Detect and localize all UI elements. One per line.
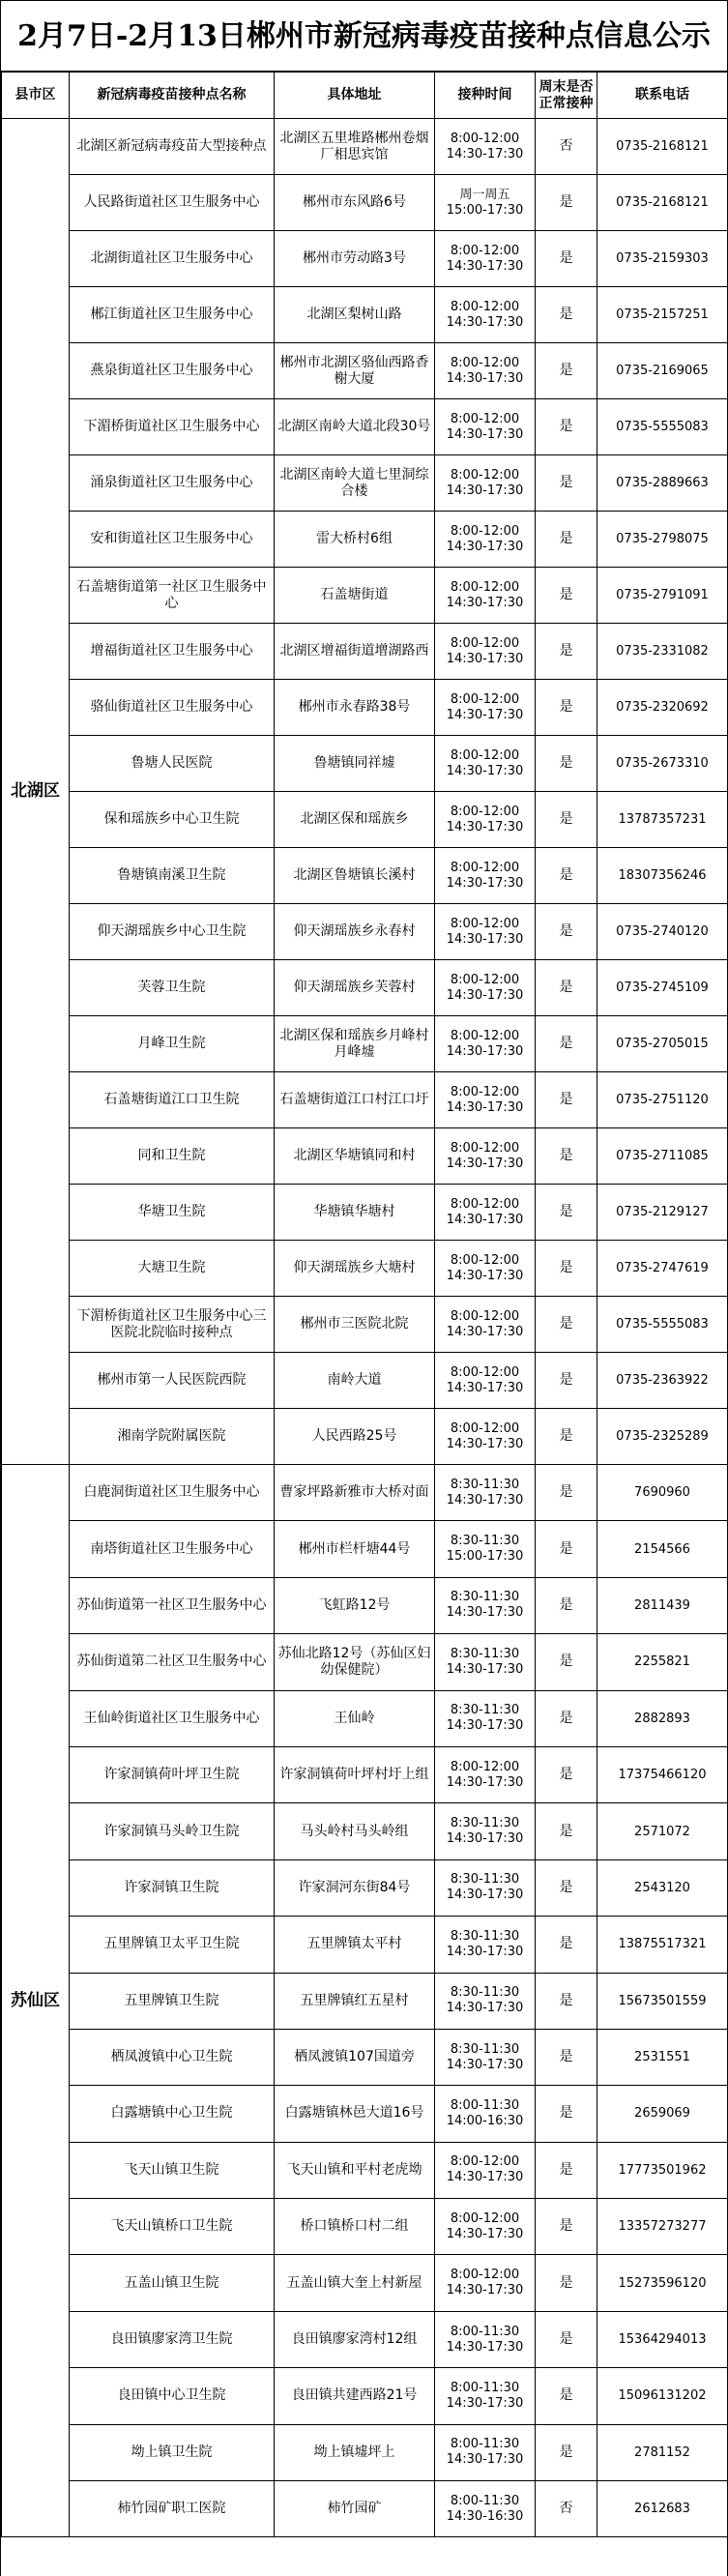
- time-cell: 8:30-11:30 14:30-17:30: [435, 1917, 536, 1973]
- site-name-cell: 安和街道社区卫生服务中心: [70, 512, 275, 568]
- address-cell: 郴州市栏杆塘44号: [275, 1521, 435, 1577]
- table-row: [2, 2424, 728, 2480]
- site-name-cell: 五盖山镇卫生院: [70, 2255, 275, 2311]
- time-cell: 8:00-12:00 14:30-17:30: [435, 1072, 536, 1128]
- weekend-cell: 是: [536, 1634, 597, 1690]
- table-row: [2, 1409, 728, 1465]
- time-cell: 8:30-11:30 14:30-17:30: [435, 1859, 536, 1916]
- table-row: [2, 1465, 728, 1521]
- site-name-cell: 飞天山镇卫生院: [70, 2142, 275, 2198]
- site-name-cell: 同和卫生院: [70, 1128, 275, 1185]
- site-name-cell: 骆仙街道社区卫生服务中心: [70, 680, 275, 736]
- address-cell: 白露塘镇林邑大道16号: [275, 2086, 435, 2142]
- weekend-cell: 是: [536, 1690, 597, 1746]
- time-cell: 8:00-12:00 14:30-17:30: [435, 512, 536, 568]
- site-name-cell: 坳上镇卫生院: [70, 2424, 275, 2480]
- weekend-cell: 是: [536, 1241, 597, 1297]
- weekend-cell: 否: [536, 119, 597, 175]
- phone-cell: 13787357231: [597, 792, 728, 848]
- phone-cell: 15096131202: [597, 2368, 728, 2424]
- time-cell: 8:00-11:30 14:30-16:30: [435, 2481, 536, 2537]
- site-name-cell: 许家洞镇卫生院: [70, 1859, 275, 1916]
- site-name-cell: 鲁塘镇南溪卫生院: [70, 848, 275, 904]
- address-cell: 北湖区南岭大道北段30号: [275, 399, 435, 455]
- time-cell: 8:30-11:30 14:30-17:30: [435, 1634, 536, 1690]
- address-cell: 北湖区五里堆路郴州卷烟厂相思宾馆: [275, 119, 435, 175]
- site-name-cell: 苏仙街道第一社区卫生服务中心: [70, 1577, 275, 1633]
- address-cell: 石盖塘街道: [275, 568, 435, 624]
- phone-cell: 2781152: [597, 2424, 728, 2480]
- time-cell: 8:30-11:30 14:30-17:30: [435, 2029, 536, 2085]
- weekend-cell: 是: [536, 512, 597, 568]
- address-cell: 北湖区鲁塘镇长溪村: [275, 848, 435, 904]
- district-cell: 苏仙区: [2, 1465, 70, 2537]
- weekend-cell: 是: [536, 960, 597, 1016]
- weekend-cell: 是: [536, 680, 597, 736]
- site-name-cell: 栖凤渡镇中心卫生院: [70, 2029, 275, 2085]
- phone-cell: 0735-2673310: [597, 736, 728, 792]
- table-row: [2, 1634, 728, 1690]
- address-cell: 飞天山镇和平村老虎坳: [275, 2142, 435, 2198]
- table-row: [2, 792, 728, 848]
- phone-cell: 0735-2745109: [597, 960, 728, 1016]
- weekend-cell: 是: [536, 2086, 597, 2142]
- weekend-cell: 是: [536, 2029, 597, 2085]
- site-name-cell: 郴州市第一人民医院西院: [70, 1353, 275, 1409]
- phone-cell: 0735-2705015: [597, 1016, 728, 1072]
- phone-cell: 15273596120: [597, 2255, 728, 2311]
- address-cell: 郴州市三医院北院: [275, 1297, 435, 1353]
- time-cell: 8:00-12:00 14:30-17:30: [435, 2142, 536, 2198]
- table-row: [2, 2368, 728, 2424]
- phone-cell: 17773501962: [597, 2142, 728, 2198]
- weekend-cell: 是: [536, 568, 597, 624]
- site-name-cell: 大塘卫生院: [70, 1241, 275, 1297]
- weekend-cell: 是: [536, 792, 597, 848]
- table-row: [2, 2029, 728, 2085]
- time-cell: 8:00-12:00 14:30-17:30: [435, 736, 536, 792]
- table-row: [2, 399, 728, 455]
- address-cell: 马头岭村马头岭组: [275, 1803, 435, 1859]
- phone-cell: 2531551: [597, 2029, 728, 2085]
- site-name-cell: 华塘卫生院: [70, 1185, 275, 1241]
- site-name-cell: 北湖区新冠病毒疫苗大型接种点: [70, 119, 275, 175]
- phone-cell: 0735-2168121: [597, 119, 728, 175]
- header-weekend: 周末是否正常接种: [536, 73, 597, 119]
- weekend-cell: 是: [536, 1016, 597, 1072]
- time-cell: 8:00-12:00 14:30-17:30: [435, 455, 536, 512]
- address-cell: 石盖塘街道江口村江口圩: [275, 1072, 435, 1128]
- table-row: [2, 287, 728, 343]
- phone-cell: 15364294013: [597, 2311, 728, 2367]
- address-cell: 雷大桥村6组: [275, 512, 435, 568]
- site-name-cell: 北湖街道社区卫生服务中心: [70, 231, 275, 287]
- address-cell: 郴州市东风路6号: [275, 175, 435, 231]
- weekend-cell: 是: [536, 848, 597, 904]
- site-name-cell: 南塔街道社区卫生服务中心: [70, 1521, 275, 1577]
- phone-cell: 15673501559: [597, 1973, 728, 2029]
- address-cell: 人民西路25号: [275, 1409, 435, 1465]
- site-name-cell: 仰天湖瑶族乡中心卫生院: [70, 904, 275, 960]
- phone-cell: 2811439: [597, 1577, 728, 1633]
- site-name-cell: 人民路街道社区卫生服务中心: [70, 175, 275, 231]
- time-cell: 8:30-11:30 14:30-17:30: [435, 1973, 536, 2029]
- site-name-cell: 许家洞镇荷叶坪卫生院: [70, 1746, 275, 1802]
- address-cell: 北湖区华塘镇同和村: [275, 1128, 435, 1185]
- address-cell: 许家洞镇荷叶坪村圩上组: [275, 1746, 435, 1802]
- weekend-cell: 是: [536, 287, 597, 343]
- time-cell: 8:00-12:00 14:30-17:30: [435, 960, 536, 1016]
- time-cell: 8:30-11:30 14:30-17:30: [435, 1803, 536, 1859]
- time-cell: 8:00-12:00 14:30-17:30: [435, 1128, 536, 1185]
- weekend-cell: 是: [536, 2368, 597, 2424]
- site-name-cell: 燕泉街道社区卫生服务中心: [70, 343, 275, 399]
- table-row: [2, 1185, 728, 1241]
- weekend-cell: 是: [536, 624, 597, 680]
- time-cell: 8:00-12:00 14:30-17:30: [435, 287, 536, 343]
- address-cell: 许家洞河东街84号: [275, 1859, 435, 1916]
- time-cell: 8:30-11:30 15:00-17:30: [435, 1521, 536, 1577]
- weekend-cell: 是: [536, 2255, 597, 2311]
- site-name-cell: 下湄桥街道社区卫生服务中心: [70, 399, 275, 455]
- site-name-cell: 月峰卫生院: [70, 1016, 275, 1072]
- table-row: [2, 455, 728, 512]
- weekend-cell: 是: [536, 343, 597, 399]
- site-name-cell: 苏仙街道第二社区卫生服务中心: [70, 1634, 275, 1690]
- site-name-cell: 湘南学院附属医院: [70, 1409, 275, 1465]
- address-cell: 桥口镇桥口村二组: [275, 2199, 435, 2255]
- phone-cell: 0735-2331082: [597, 624, 728, 680]
- weekend-cell: 是: [536, 231, 597, 287]
- address-cell: 北湖区保和瑶族乡月峰村月峰墟: [275, 1016, 435, 1072]
- table-row: [2, 1917, 728, 1973]
- phone-cell: 0735-2129127: [597, 1185, 728, 1241]
- time-cell: 8:00-11:30 14:00-16:30: [435, 2086, 536, 2142]
- table-row: [2, 1746, 728, 1802]
- table-row: [2, 1973, 728, 2029]
- address-cell: 北湖区南岭大道七里洞综合楼: [275, 455, 435, 512]
- time-cell: 8:00-11:30 14:30-17:30: [435, 2424, 536, 2480]
- phone-cell: 0735-2320692: [597, 680, 728, 736]
- phone-cell: 17375466120: [597, 1746, 728, 1802]
- address-cell: 飞虹路12号: [275, 1577, 435, 1633]
- address-cell: 王仙岭: [275, 1690, 435, 1746]
- weekend-cell: 是: [536, 1973, 597, 2029]
- phone-cell: 0735-2747619: [597, 1241, 728, 1297]
- table-row: [2, 2311, 728, 2367]
- site-name-cell: 石盖塘街道第一社区卫生服务中心: [70, 568, 275, 624]
- weekend-cell: 是: [536, 1803, 597, 1859]
- header-address: 具体地址: [275, 73, 435, 119]
- table-row: [2, 119, 728, 175]
- address-cell: 北湖区梨树山路: [275, 287, 435, 343]
- phone-cell: 0735-2159303: [597, 231, 728, 287]
- time-cell: 8:00-12:00 14:30-17:30: [435, 680, 536, 736]
- address-cell: 仰天湖瑶族乡大塘村: [275, 1241, 435, 1297]
- weekend-cell: 是: [536, 736, 597, 792]
- weekend-cell: 是: [536, 1917, 597, 1973]
- site-name-cell: 下湄桥街道社区卫生服务中心三医院北院临时接种点: [70, 1297, 275, 1353]
- weekend-cell: 是: [536, 455, 597, 512]
- site-name-cell: 柿竹园矿职工医院: [70, 2481, 275, 2537]
- address-cell: 五里牌镇太平村: [275, 1917, 435, 1973]
- weekend-cell: 是: [536, 1128, 597, 1185]
- table-row: [2, 1016, 728, 1072]
- address-cell: 鲁塘镇同祥墟: [275, 736, 435, 792]
- weekend-cell: 是: [536, 1297, 597, 1353]
- table-row: [2, 175, 728, 231]
- table-row: [2, 231, 728, 287]
- table-row: [2, 2142, 728, 2198]
- table-row: [2, 1128, 728, 1185]
- weekend-cell: 是: [536, 1072, 597, 1128]
- time-cell: 8:00-12:00 14:30-17:30: [435, 568, 536, 624]
- table-row: [2, 2199, 728, 2255]
- phone-cell: 2543120: [597, 1859, 728, 1916]
- site-name-cell: 增福街道社区卫生服务中心: [70, 624, 275, 680]
- site-name-cell: 王仙岭街道社区卫生服务中心: [70, 1690, 275, 1746]
- phone-cell: 2659069: [597, 2086, 728, 2142]
- address-cell: 曹家坪路新雅市大桥对面: [275, 1465, 435, 1521]
- table-row: [2, 960, 728, 1016]
- site-name-cell: 芙蓉卫生院: [70, 960, 275, 1016]
- time-cell: 8:30-11:30 14:30-17:30: [435, 1465, 536, 1521]
- page-title: 2月7日-2月13日郴州市新冠病毒疫苗接种点信息公示: [1, 0, 727, 72]
- vaccination-sites-table: [1, 72, 728, 2537]
- address-cell: 坳上镇墟坪上: [275, 2424, 435, 2480]
- address-cell: 良田镇共建西路21号: [275, 2368, 435, 2424]
- address-cell: 良田镇廖家湾村12组: [275, 2311, 435, 2367]
- time-cell: 8:00-12:00 14:30-17:30: [435, 1353, 536, 1409]
- table-row: [2, 568, 728, 624]
- table-row: [2, 512, 728, 568]
- address-cell: 郴州市北湖区骆仙西路香榭大厦: [275, 343, 435, 399]
- table-row: [2, 1803, 728, 1859]
- phone-cell: 2154566: [597, 1521, 728, 1577]
- phone-cell: 0735-2791091: [597, 568, 728, 624]
- site-name-cell: 飞天山镇桥口卫生院: [70, 2199, 275, 2255]
- phone-cell: 0735-2751120: [597, 1072, 728, 1128]
- phone-cell: 2255821: [597, 1634, 728, 1690]
- site-name-cell: 保和瑶族乡中心卫生院: [70, 792, 275, 848]
- site-name-cell: 白露塘镇中心卫生院: [70, 2086, 275, 2142]
- address-cell: 北湖区增福街道增湖路西: [275, 624, 435, 680]
- site-name-cell: 郴江街道社区卫生服务中心: [70, 287, 275, 343]
- time-cell: 8:00-12:00 14:30-17:30: [435, 119, 536, 175]
- site-name-cell: 良田镇廖家湾卫生院: [70, 2311, 275, 2367]
- table-row: [2, 1577, 728, 1633]
- site-name-cell: 石盖塘街道江口卫生院: [70, 1072, 275, 1128]
- weekend-cell: 是: [536, 2311, 597, 2367]
- phone-cell: 0735-2798075: [597, 512, 728, 568]
- phone-cell: 7690960: [597, 1465, 728, 1521]
- time-cell: 8:30-11:30 14:30-17:30: [435, 1690, 536, 1746]
- address-cell: 南岭大道: [275, 1353, 435, 1409]
- weekend-cell: 否: [536, 2481, 597, 2537]
- weekend-cell: 是: [536, 1465, 597, 1521]
- table-row: [2, 624, 728, 680]
- phone-cell: 0735-2740120: [597, 904, 728, 960]
- phone-cell: 0735-2325289: [597, 1409, 728, 1465]
- phone-cell: 2612683: [597, 2481, 728, 2537]
- header-district: 县市区: [2, 73, 70, 119]
- site-name-cell: 许家洞镇马头岭卫生院: [70, 1803, 275, 1859]
- table-row: [2, 2086, 728, 2142]
- header-time: 接种时间: [435, 73, 536, 119]
- phone-cell: 0735-2168121: [597, 175, 728, 231]
- phone-cell: 0735-2169065: [597, 343, 728, 399]
- table-row: [2, 1353, 728, 1409]
- time-cell: 8:30-11:30 14:30-17:30: [435, 1577, 536, 1633]
- weekend-cell: 是: [536, 1521, 597, 1577]
- weekend-cell: 是: [536, 1859, 597, 1916]
- time-cell: 8:00-12:00 14:30-17:30: [435, 792, 536, 848]
- weekend-cell: 是: [536, 1185, 597, 1241]
- phone-cell: 13875517321: [597, 1917, 728, 1973]
- address-cell: 华塘镇华塘村: [275, 1185, 435, 1241]
- site-name-cell: 白鹿洞街道社区卫生服务中心: [70, 1465, 275, 1521]
- weekend-cell: 是: [536, 399, 597, 455]
- phone-cell: 2571072: [597, 1803, 728, 1859]
- time-cell: 8:00-12:00 14:30-17:30: [435, 1241, 536, 1297]
- phone-cell: 0735-2157251: [597, 287, 728, 343]
- address-cell: 苏仙北路12号（苏仙区妇幼保健院）: [275, 1634, 435, 1690]
- table-row: [2, 1521, 728, 1577]
- time-cell: 8:00-12:00 14:30-17:30: [435, 343, 536, 399]
- address-cell: 柿竹园矿: [275, 2481, 435, 2537]
- phone-cell: 0735-2363922: [597, 1353, 728, 1409]
- phone-cell: 18307356246: [597, 848, 728, 904]
- site-name-cell: 五里牌镇卫太平卫生院: [70, 1917, 275, 1973]
- table-row: [2, 1241, 728, 1297]
- address-cell: 仰天湖瑶族乡芙蓉村: [275, 960, 435, 1016]
- time-cell: 8:00-12:00 14:30-17:30: [435, 1746, 536, 1802]
- weekend-cell: 是: [536, 1353, 597, 1409]
- weekend-cell: 是: [536, 904, 597, 960]
- header-phone: 联系电话: [597, 73, 728, 119]
- phone-cell: 0735-2711085: [597, 1128, 728, 1185]
- time-cell: 8:00-11:30 14:30-17:30: [435, 2368, 536, 2424]
- table-row: [2, 736, 728, 792]
- time-cell: 8:00-12:00 14:30-17:30: [435, 2255, 536, 2311]
- time-cell: 8:00-12:00 14:30-17:30: [435, 1409, 536, 1465]
- weekend-cell: 是: [536, 1409, 597, 1465]
- table-header-row: [2, 73, 728, 119]
- time-cell: 8:00-11:30 14:30-17:30: [435, 2311, 536, 2367]
- table-row: [2, 1690, 728, 1746]
- weekend-cell: 是: [536, 1746, 597, 1802]
- district-cell: 北湖区: [2, 119, 70, 1465]
- table-row: [2, 1297, 728, 1353]
- time-cell: 8:00-12:00 14:30-17:30: [435, 1016, 536, 1072]
- time-cell: 8:00-12:00 14:30-17:30: [435, 904, 536, 960]
- table-row: [2, 2481, 728, 2537]
- table-row: [2, 1072, 728, 1128]
- weekend-cell: 是: [536, 2424, 597, 2480]
- site-name-cell: 五里牌镇卫生院: [70, 1973, 275, 2029]
- time-cell: 8:00-12:00 14:30-17:30: [435, 624, 536, 680]
- time-cell: 8:00-12:00 14:30-17:30: [435, 2199, 536, 2255]
- address-cell: 五里牌镇红五星村: [275, 1973, 435, 2029]
- time-cell: 周一周五 15:00-17:30: [435, 175, 536, 231]
- phone-cell: 0735-5555083: [597, 1297, 728, 1353]
- address-cell: 郴州市永春路38号: [275, 680, 435, 736]
- site-name-cell: 鲁塘人民医院: [70, 736, 275, 792]
- address-cell: 郴州市劳动路3号: [275, 231, 435, 287]
- table-row: [2, 848, 728, 904]
- table-row: [2, 680, 728, 736]
- address-cell: 仰天湖瑶族乡永春村: [275, 904, 435, 960]
- address-cell: 北湖区保和瑶族乡: [275, 792, 435, 848]
- site-name-cell: 良田镇中心卫生院: [70, 2368, 275, 2424]
- table-row: [2, 2255, 728, 2311]
- weekend-cell: 是: [536, 1577, 597, 1633]
- table-row: [2, 904, 728, 960]
- time-cell: 8:00-12:00 14:30-17:30: [435, 1297, 536, 1353]
- weekend-cell: 是: [536, 2142, 597, 2198]
- time-cell: 8:00-12:00 14:30-17:30: [435, 231, 536, 287]
- table-row: [2, 1859, 728, 1916]
- time-cell: 8:00-12:00 14:30-17:30: [435, 1185, 536, 1241]
- site-name-cell: 涌泉街道社区卫生服务中心: [70, 455, 275, 512]
- weekend-cell: 是: [536, 2199, 597, 2255]
- phone-cell: 0735-2889663: [597, 455, 728, 512]
- time-cell: 8:00-12:00 14:30-17:30: [435, 399, 536, 455]
- phone-cell: 2882893: [597, 1690, 728, 1746]
- header-site-name: 新冠病毒疫苗接种点名称: [70, 73, 275, 119]
- phone-cell: 0735-5555083: [597, 399, 728, 455]
- address-cell: 五盖山镇大奎上村新屋: [275, 2255, 435, 2311]
- weekend-cell: 是: [536, 175, 597, 231]
- table-row: [2, 343, 728, 399]
- address-cell: 栖凤渡镇107国道旁: [275, 2029, 435, 2085]
- phone-cell: 13357273277: [597, 2199, 728, 2255]
- time-cell: 8:00-12:00 14:30-17:30: [435, 848, 536, 904]
- table-body: [2, 119, 728, 2537]
